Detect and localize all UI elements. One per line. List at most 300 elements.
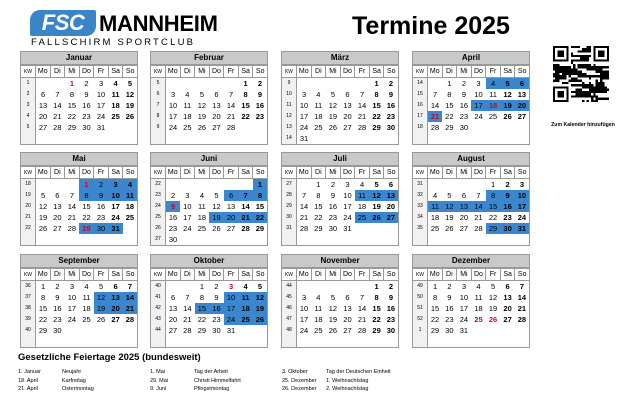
week-row [151, 122, 268, 133]
day-cell: 9 [84, 90, 89, 99]
day-cell: 3 [228, 282, 234, 291]
day-cell: 3 [461, 282, 466, 291]
day-cell: 4 [84, 282, 89, 291]
day-cell: 9 [500, 190, 515, 201]
week-row [151, 234, 268, 246]
day-cell: 17 [299, 315, 309, 324]
empty-cell [355, 78, 370, 90]
day-cell: 2 [214, 282, 219, 291]
day-cell: 1 [40, 282, 46, 291]
day-cell: 9 [388, 293, 394, 302]
empty-cell [224, 133, 239, 145]
weekday-header: Mo [428, 66, 443, 78]
empty-cell [36, 133, 51, 145]
day-cell: 25 [111, 112, 120, 121]
day-cell: 26 [503, 112, 512, 121]
day-cell: 19 [209, 212, 224, 223]
day-cell: 29 [38, 326, 48, 335]
empty-cell [238, 179, 253, 191]
empty-cell [326, 336, 341, 348]
week-number: 9 [282, 78, 297, 90]
day-cell: 30 [53, 326, 62, 335]
weekday-header: Di [311, 167, 326, 179]
empty-cell [253, 336, 268, 348]
empty-cell [428, 179, 443, 191]
week-row [21, 89, 138, 100]
day-cell: 20 [343, 315, 352, 324]
empty-cell [384, 223, 399, 234]
day-cell: 1 [490, 180, 496, 189]
day-cell: 29 [197, 326, 207, 335]
empty-cell [515, 325, 530, 336]
day-cell: 20 [503, 304, 512, 313]
week-number: 15 [413, 89, 428, 100]
week-number: 8 [151, 111, 166, 122]
day-cell: 27 [53, 224, 62, 233]
empty-cell [238, 234, 253, 246]
day-cell: 22 [241, 112, 250, 121]
day-cell: 14 [471, 201, 486, 212]
week-row [21, 179, 138, 191]
empty-cell [209, 179, 224, 191]
empty-cell [457, 179, 472, 191]
empty-cell [65, 336, 80, 348]
day-cell: 12 [125, 90, 135, 99]
day-cell: 1 [199, 282, 204, 291]
day-cell: 10 [168, 101, 178, 110]
holiday-column [150, 368, 241, 394]
week-number: 14 [413, 78, 428, 90]
day-cell: 25 [430, 224, 440, 233]
weekday-header: Mo [297, 167, 312, 179]
month-7 [412, 152, 530, 246]
day-cell: 28 [53, 123, 62, 132]
empty-cell [355, 133, 370, 145]
week-row [151, 212, 268, 223]
week-number: 39 [21, 314, 36, 325]
day-cell: 6 [40, 90, 46, 99]
day-cell: 18 [238, 303, 253, 314]
empty-cell [50, 336, 65, 348]
empty-cell [355, 234, 370, 246]
day-cell: 30 [500, 223, 515, 234]
empty-cell [369, 234, 384, 246]
day-cell: 26 [328, 123, 338, 132]
weekday-header: Sa [238, 269, 253, 281]
month-name: Dezember [412, 254, 530, 268]
day-cell: 21 [123, 303, 138, 314]
week-row [413, 303, 530, 314]
day-cell: 23 [386, 112, 396, 121]
week-row [151, 78, 268, 90]
day-cell: 5 [98, 282, 104, 291]
week-number [21, 234, 36, 246]
week-number-header: KW [413, 269, 428, 281]
day-cell: 16 [96, 202, 106, 211]
empty-cell [180, 281, 195, 293]
day-cell: 12 [212, 202, 221, 211]
week-row [151, 179, 268, 191]
day-cell: 15 [255, 202, 265, 211]
empty-cell [238, 122, 253, 133]
club-logo [30, 8, 220, 48]
month-6 [281, 152, 399, 246]
day-cell: 30 [328, 224, 338, 233]
weekday-header: Sa [500, 66, 515, 78]
empty-cell [442, 179, 457, 191]
empty-cell [195, 133, 210, 145]
day-cell: 13 [53, 202, 62, 211]
week-row [282, 336, 399, 348]
day-cell: 26 [96, 315, 106, 324]
week-number: 28 [282, 190, 297, 201]
empty-cell [428, 133, 443, 145]
weekday-header: Di [442, 167, 457, 179]
day-cell: 11 [428, 201, 443, 212]
empty-cell [340, 78, 355, 90]
month-4 [20, 152, 138, 246]
weekday-header: Sa [108, 269, 123, 281]
day-cell: 4 [359, 180, 365, 189]
day-cell: 9 [388, 90, 394, 99]
day-cell: 7 [359, 293, 365, 302]
day-cell: 20 [343, 112, 352, 121]
day-cell: 4 [113, 79, 118, 88]
day-cell: 11 [314, 101, 323, 110]
day-cell: 6 [505, 282, 510, 291]
empty-cell [50, 133, 65, 145]
empty-cell [94, 234, 109, 246]
week-number: 10 [282, 89, 297, 100]
holiday-date: 26. Dezember [282, 386, 317, 392]
day-cell: 9 [257, 90, 263, 99]
day-cell: 25 [183, 123, 192, 132]
weekday-header: Fr [355, 66, 370, 78]
day-cell: 6 [345, 90, 350, 99]
logo-badge: FSC [30, 10, 96, 36]
day-cell: 6 [55, 191, 60, 200]
empty-cell [326, 281, 341, 293]
day-cell: 20 [53, 213, 62, 222]
week-row [413, 201, 530, 212]
month-table [150, 166, 268, 246]
day-cell: 23 [445, 315, 454, 324]
week-number: 44 [151, 325, 166, 336]
day-cell: 23 [255, 112, 265, 121]
empty-cell [471, 234, 486, 246]
day-cell: 27 [212, 123, 221, 132]
empty-cell [50, 78, 65, 90]
holiday-date: 3. Oktober [282, 369, 308, 375]
holiday-entry [18, 385, 94, 394]
day-cell: 19 [328, 315, 338, 324]
week-row [21, 281, 138, 293]
empty-cell [471, 336, 486, 348]
empty-cell [442, 133, 457, 145]
week-number [413, 234, 428, 246]
day-cell: 16 [53, 304, 62, 313]
day-cell: 21 [53, 112, 62, 121]
empty-cell [195, 234, 210, 246]
holiday-entry [18, 368, 94, 377]
empty-cell [166, 133, 181, 145]
empty-cell [369, 336, 384, 348]
weekday-header: Do [471, 167, 486, 179]
week-row [413, 223, 530, 234]
week-row [151, 292, 268, 303]
day-cell: 9 [55, 293, 60, 302]
day-cell: 4 [432, 191, 438, 200]
holiday-name: Tag der Deutschen Einheit [326, 369, 391, 375]
day-cell: 11 [314, 304, 323, 313]
month-table [150, 65, 268, 145]
week-row [151, 223, 268, 234]
day-cell: 1 [79, 179, 94, 191]
day-cell: 31 [96, 123, 106, 132]
empty-cell [297, 336, 312, 348]
week-row [282, 100, 399, 111]
day-cell: 11 [82, 293, 91, 302]
holiday-name: Neujahr [62, 369, 82, 375]
empty-cell [471, 133, 486, 145]
day-cell: 15 [241, 101, 250, 110]
qr-label: Zum Kalender hinzufügen [551, 122, 615, 128]
day-cell: 18 [183, 112, 192, 121]
week-number-header: KW [282, 269, 297, 281]
week-number: 44 [282, 281, 297, 293]
day-cell: 10 [224, 292, 239, 303]
holiday-name: 2. Weihnachtstag [326, 386, 369, 392]
weekday-header: Do [340, 66, 355, 78]
empty-cell [166, 78, 181, 90]
weekday-header: Sa [500, 269, 515, 281]
empty-cell [108, 133, 123, 145]
day-cell: 22 [372, 315, 381, 324]
week-row [151, 336, 268, 348]
day-cell: 18 [430, 213, 440, 222]
day-cell: 7 [69, 191, 74, 200]
day-cell: 12 [442, 201, 457, 212]
day-cell: 22 [430, 315, 440, 324]
day-cell: 29 [486, 223, 501, 234]
week-number: 13 [282, 122, 297, 133]
day-cell: 26 [445, 224, 454, 233]
day-cell: 23 [328, 213, 338, 222]
week-number: 20 [21, 201, 36, 212]
day-cell: 10 [108, 190, 123, 201]
weekday-header: Mi [457, 269, 472, 281]
day-cell: 30 [386, 326, 396, 335]
empty-cell [326, 234, 341, 246]
day-cell: 21 [67, 213, 77, 222]
day-cell: 19 [372, 202, 381, 211]
empty-cell [94, 336, 109, 348]
day-cell: 2 [461, 79, 466, 88]
day-cell: 20 [108, 303, 123, 314]
day-cell: 2 [388, 282, 394, 291]
day-cell: 16 [500, 201, 515, 212]
day-cell: 6 [388, 180, 394, 189]
day-cell: 18 [125, 202, 135, 211]
month-5 [150, 152, 268, 246]
day-cell: 7 [228, 90, 234, 99]
weekday-header: Mo [166, 269, 181, 281]
day-cell: 13 [168, 304, 178, 313]
week-number: 40 [151, 281, 166, 293]
week-row [21, 303, 138, 314]
day-cell: 20 [459, 213, 469, 222]
day-cell: 31 [299, 134, 309, 143]
month-3 [412, 51, 530, 145]
holiday-column [18, 368, 94, 394]
day-cell: 11 [123, 190, 138, 201]
day-cell: 29 [372, 326, 381, 335]
day-cell: 24 [459, 315, 469, 324]
weekday-header: Mi [65, 167, 80, 179]
month-table [281, 65, 399, 145]
day-cell: 17 [224, 303, 239, 314]
day-cell: 12 [488, 293, 498, 302]
day-cell: 21 [357, 112, 367, 121]
empty-cell [355, 336, 370, 348]
day-cell: 3 [98, 79, 104, 88]
day-cell: 28 [241, 224, 250, 233]
day-cell: 8 [199, 293, 204, 302]
day-cell: 28 [125, 315, 135, 324]
week-row [151, 190, 268, 201]
day-cell: 6 [214, 90, 219, 99]
day-cell: 14 [517, 293, 527, 302]
month-table [20, 65, 138, 145]
week-number [151, 133, 166, 145]
day-cell: 21 [299, 213, 309, 222]
week-row [413, 336, 530, 348]
month-name: Juli [281, 152, 399, 166]
week-number: 36 [21, 281, 36, 293]
empty-cell [209, 336, 224, 348]
holiday-entry [282, 368, 391, 377]
day-cell: 11 [355, 190, 370, 201]
weekday-header: Mo [297, 269, 312, 281]
week-row [282, 201, 399, 212]
holiday-name: Ostermontag [62, 386, 94, 392]
weekday-header: Di [180, 66, 195, 78]
empty-cell [428, 336, 443, 348]
week-row [282, 303, 399, 314]
empty-cell [180, 336, 195, 348]
empty-cell [36, 336, 51, 348]
empty-cell [65, 325, 80, 336]
empty-cell [311, 78, 326, 90]
month-name: September [20, 254, 138, 268]
day-cell: 19 [500, 100, 515, 111]
day-cell: 25 [488, 112, 498, 121]
week-number [21, 133, 36, 145]
week-number: 24 [151, 201, 166, 212]
empty-cell [340, 336, 355, 348]
empty-cell [108, 234, 123, 246]
week-row [413, 281, 530, 293]
empty-cell [428, 234, 443, 246]
day-cell: 5 [447, 191, 452, 200]
day-cell: 22 [82, 213, 91, 222]
holiday-name: 1. Weihnachtstag [326, 377, 369, 384]
week-number: 22 [151, 179, 166, 191]
day-cell: 27 [384, 212, 399, 223]
day-cell: 4 [243, 282, 248, 291]
day-cell: 3 [301, 293, 307, 302]
month-name: November [281, 254, 399, 268]
day-cell: 24 [168, 123, 178, 132]
day-cell: 5 [500, 78, 515, 90]
week-number: 42 [151, 303, 166, 314]
week-number: 52 [413, 314, 428, 325]
weekday-header: Mi [326, 66, 341, 78]
weekday-header: Sa [369, 167, 384, 179]
day-cell: 7 [238, 190, 253, 201]
empty-cell [180, 133, 195, 145]
day-cell: 25 [314, 326, 323, 335]
day-cell: 27 [111, 315, 120, 324]
day-cell: 7 [519, 282, 525, 291]
week-row [413, 122, 530, 133]
weekday-header: Sa [500, 167, 515, 179]
day-cell: 3 [345, 180, 350, 189]
weekday-header: Di [311, 269, 326, 281]
day-cell: 11 [489, 90, 497, 99]
empty-cell [457, 234, 472, 246]
day-cell: 26 [212, 224, 221, 233]
day-cell: 23 [96, 213, 106, 222]
day-cell: 3 [69, 282, 74, 291]
week-row [413, 133, 530, 145]
week-number: 46 [282, 303, 297, 314]
empty-cell [79, 336, 94, 348]
holiday-entry [282, 385, 391, 394]
day-cell: 3 [170, 90, 176, 99]
day-cell: 17 [471, 100, 486, 111]
day-cell: 26 [125, 112, 135, 121]
day-cell: 14 [123, 292, 138, 303]
week-number [413, 133, 428, 145]
day-cell: 15 [430, 304, 440, 313]
qr-code[interactable] [553, 46, 609, 102]
empty-cell [79, 234, 94, 246]
empty-cell [195, 336, 210, 348]
day-cell: 27 [503, 315, 512, 324]
day-cell: 14 [183, 304, 192, 313]
holiday-date: 29. Mai [150, 377, 169, 384]
day-cell: 16 [168, 213, 178, 222]
day-cell: 4 [123, 179, 138, 191]
month-name: April [412, 51, 530, 65]
weekday-header: Fr [486, 66, 501, 78]
month-1 [150, 51, 268, 145]
day-cell: 24 [299, 123, 309, 132]
weekday-header: Do [79, 269, 94, 281]
week-number-header: KW [413, 66, 428, 78]
day-cell: 20 [212, 112, 221, 121]
day-cell: 2 [55, 282, 60, 291]
week-number-header: KW [282, 66, 297, 78]
day-cell: 16 [386, 101, 396, 110]
empty-cell [369, 223, 384, 234]
day-cell: 8 [253, 190, 268, 201]
week-number: 22 [21, 223, 36, 234]
day-cell: 18 [357, 202, 367, 211]
week-number: 18 [21, 179, 36, 191]
week-row [151, 303, 268, 314]
